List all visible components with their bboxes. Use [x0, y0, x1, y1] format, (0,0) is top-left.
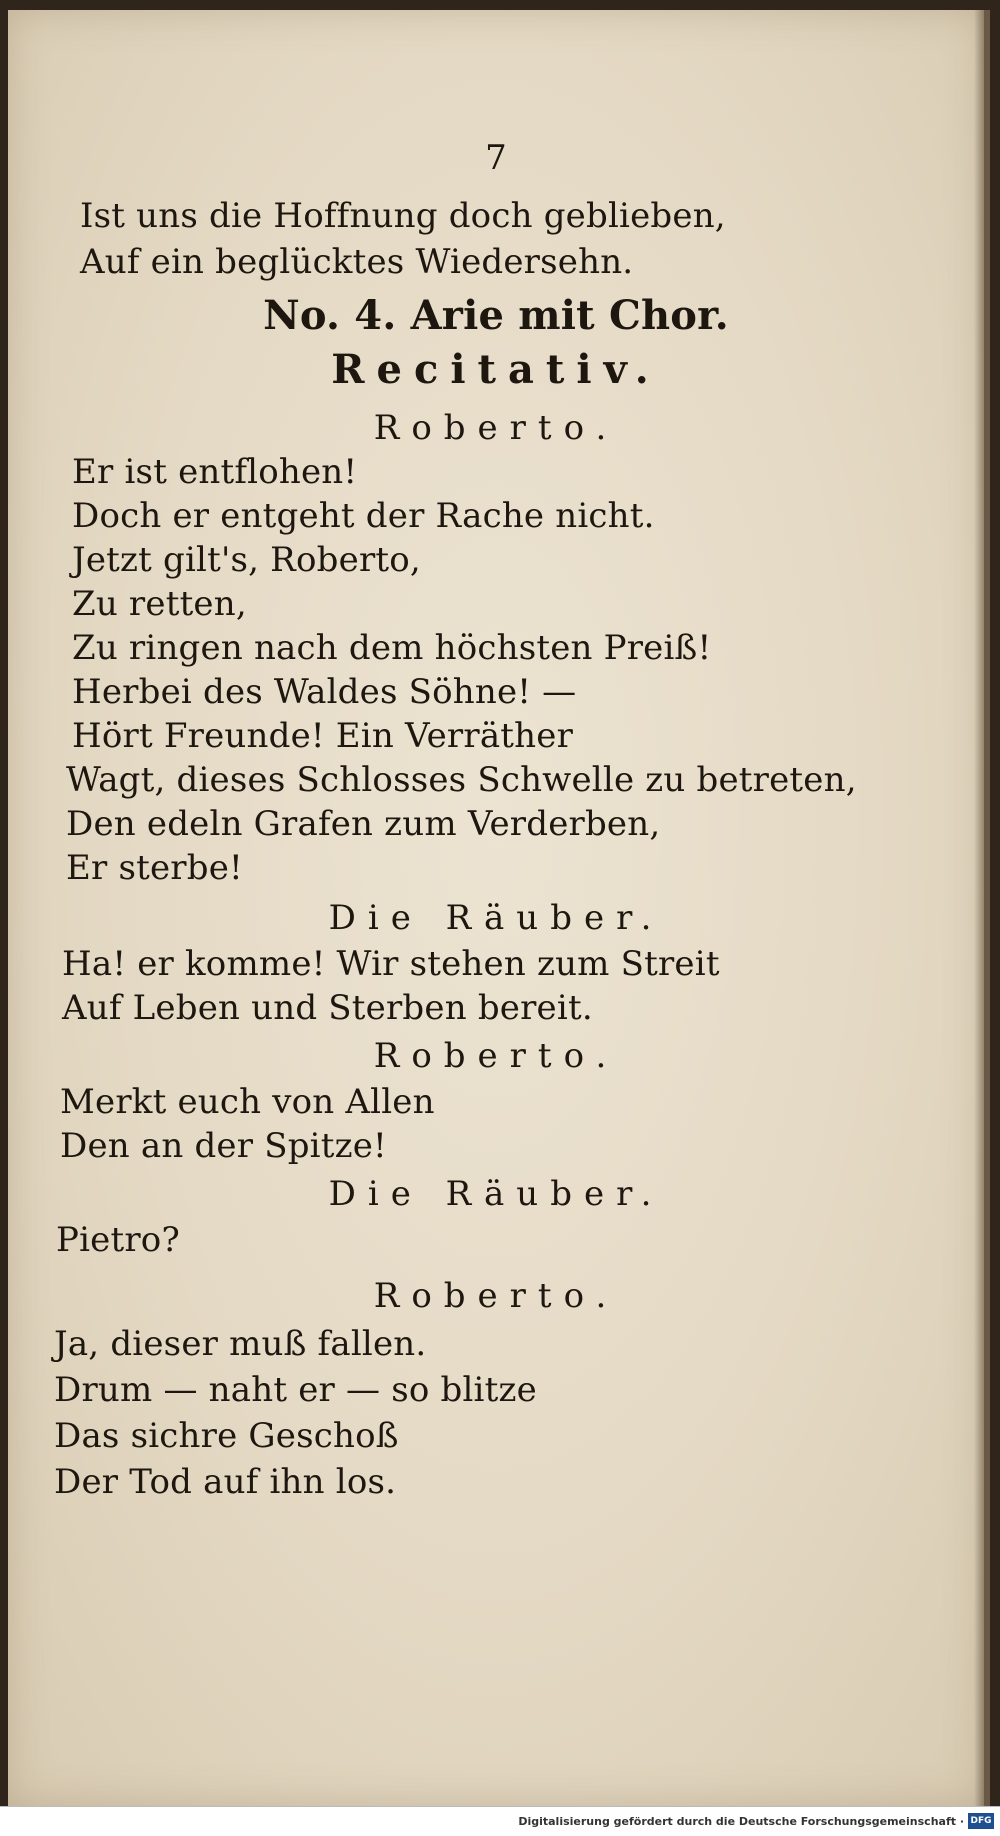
- text-line-12: Hört Freunde! Ein Verräther: [72, 716, 574, 756]
- speaker-name: Roberto.: [373, 408, 619, 448]
- text-line-23: Pietro?: [56, 1220, 180, 1260]
- text-line-8: Jetzt gilt's, Roberto,: [72, 540, 421, 580]
- text-line-2: Auf ein beglücktes Wiedersehn.: [80, 242, 634, 282]
- page-edge-shadow: [974, 10, 984, 1806]
- text-line-18: Auf Leben und Sterben bereit.: [62, 988, 593, 1028]
- text-line-28: Der Tod auf ihn los.: [54, 1462, 397, 1502]
- text-line-9: Zu retten,: [72, 584, 247, 624]
- digitization-footer: [0, 1806, 1000, 1836]
- text-line-6: Er ist entflohen!: [72, 452, 358, 492]
- text-line-13: Wagt, dieses Schlosses Schwelle zu betreten,: [66, 760, 857, 800]
- speaker-name: Roberto.: [373, 1036, 619, 1076]
- text-line-21: Den an der Spitze!: [60, 1126, 387, 1166]
- section-heading: No. 4. Arie mit Chor.: [263, 292, 729, 339]
- speaker-name: Die Räuber.: [328, 1174, 664, 1214]
- text-line-26: Drum — naht er — so blitze: [54, 1370, 537, 1410]
- speaker-name: Roberto.: [373, 1276, 619, 1316]
- page-number: 7: [485, 138, 507, 178]
- text-line-10: Zu ringen nach dem höchsten Preiß!: [72, 628, 712, 668]
- speaker-name: Die Räuber.: [328, 898, 664, 938]
- text-line-25: Ja, dieser muß fallen.: [54, 1324, 427, 1364]
- text-line-1: Ist uns die Hoffnung doch geblieben,: [80, 196, 726, 236]
- funding-note: Digitalisierung gefördert durch die Deutsche Forschungsgemeinschaft ·: [518, 1815, 964, 1828]
- subsection-heading: Recitativ.: [331, 346, 661, 393]
- text-line-14: Den edeln Grafen zum Verderben,: [66, 804, 661, 844]
- text-line-7: Doch er entgeht der Rache nicht.: [72, 496, 655, 536]
- text-line-17: Ha! er komme! Wir stehen zum Streit: [62, 944, 720, 984]
- text-line-27: Das sichre Geschoß: [54, 1416, 399, 1456]
- text-line-15: Er sterbe!: [66, 848, 243, 888]
- text-line-20: Merkt euch von Allen: [60, 1082, 435, 1122]
- text-line-11: Herbei des Waldes Söhne! —: [72, 672, 577, 712]
- book-page: [8, 10, 990, 1806]
- dfg-logo-icon: DFG: [968, 1813, 994, 1829]
